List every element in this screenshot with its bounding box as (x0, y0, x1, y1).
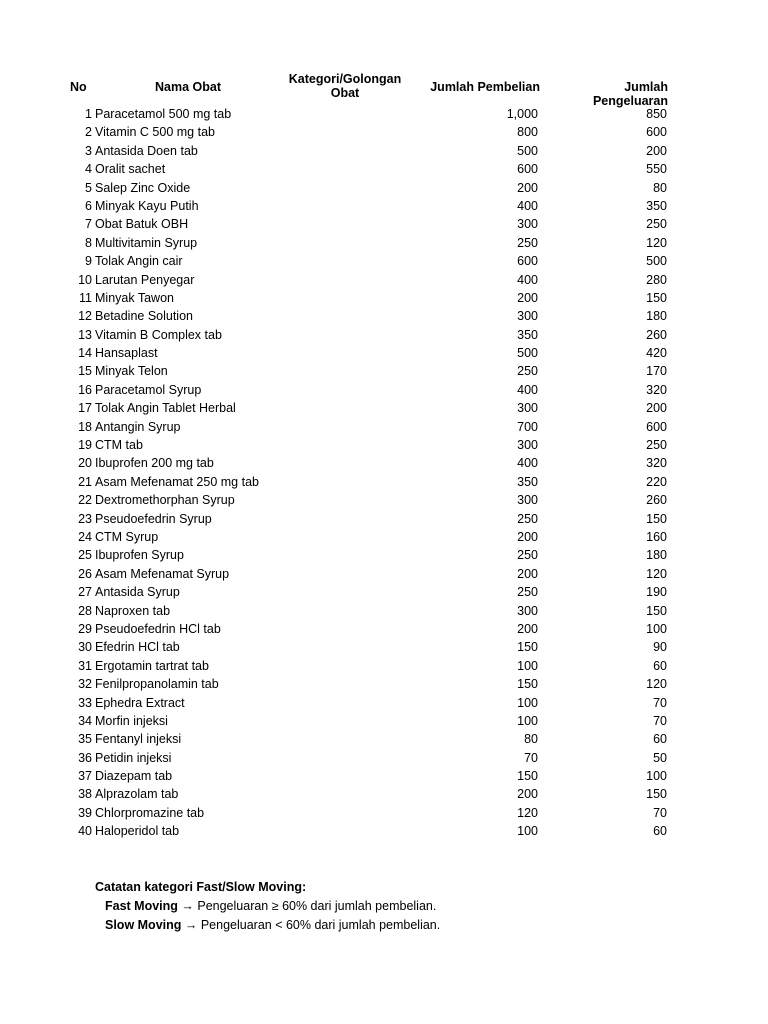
table-row (0, 307, 768, 325)
cell-no: 2 (85, 125, 92, 140)
cell-jumlah-pembelian: 300 (517, 401, 538, 416)
cell-jumlah-pembelian: 250 (517, 585, 538, 600)
header-no: No (70, 80, 87, 94)
cell-jumlah-pembelian: 250 (517, 511, 538, 526)
cell-nama-obat: Antangin Syrup (95, 419, 181, 434)
cell-jumlah-pengeluaran: 200 (646, 401, 667, 416)
table-row (0, 804, 768, 822)
cell-nama-obat: Vitamin B Complex tab (95, 327, 222, 342)
fast-moving-label: Fast Moving (105, 899, 178, 913)
cell-jumlah-pengeluaran: 850 (646, 107, 667, 121)
table-body (0, 105, 768, 841)
cell-jumlah-pengeluaran: 120 (646, 566, 667, 581)
cell-nama-obat: Asam Mefenamat 250 mg tab (95, 474, 259, 489)
cell-nama-obat: Antasida Syrup (95, 585, 180, 600)
cell-jumlah-pembelian: 300 (517, 603, 538, 618)
table-row (0, 565, 768, 583)
cell-no: 1 (85, 107, 92, 121)
cell-jumlah-pengeluaran: 150 (646, 290, 667, 305)
cell-nama-obat: Alprazolam tab (95, 787, 179, 802)
cell-jumlah-pengeluaran: 100 (646, 769, 667, 784)
notes-slow-moving (95, 916, 440, 935)
cell-jumlah-pembelian: 350 (517, 327, 538, 342)
cell-jumlah-pengeluaran: 600 (646, 419, 667, 434)
cell-no: 14 (78, 346, 92, 361)
table-row (0, 510, 768, 528)
cell-jumlah-pembelian: 150 (517, 769, 538, 784)
cell-no: 34 (78, 713, 92, 728)
cell-nama-obat: Vitamin C 500 mg tab (95, 125, 215, 140)
table-row (0, 491, 768, 509)
cell-jumlah-pembelian: 250 (517, 548, 538, 563)
cell-jumlah-pengeluaran: 350 (646, 198, 667, 213)
cell-no: 20 (78, 456, 92, 471)
cell-jumlah-pembelian: 100 (517, 824, 538, 839)
cell-nama-obat: Pseudoefedrin HCl tab (95, 621, 221, 636)
cell-jumlah-pengeluaran: 150 (646, 787, 667, 802)
cell-jumlah-pembelian: 300 (517, 493, 538, 508)
table-row (0, 326, 768, 344)
cell-jumlah-pengeluaran: 70 (653, 713, 667, 728)
cell-nama-obat: Paracetamol 500 mg tab (95, 107, 232, 121)
cell-nama-obat: Oralit sachet (95, 162, 166, 177)
cell-jumlah-pembelian: 200 (517, 290, 538, 305)
cell-jumlah-pengeluaran: 280 (646, 272, 667, 287)
cell-jumlah-pembelian: 200 (517, 180, 538, 195)
cell-jumlah-pengeluaran: 50 (653, 750, 667, 765)
cell-jumlah-pengeluaran: 150 (646, 511, 667, 526)
cell-jumlah-pengeluaran: 70 (653, 695, 667, 710)
table-row (0, 546, 768, 564)
cell-jumlah-pembelian: 200 (517, 621, 538, 636)
cell-no: 33 (78, 695, 92, 710)
cell-nama-obat: Ibuprofen Syrup (95, 548, 184, 563)
cell-jumlah-pembelian: 150 (517, 640, 538, 655)
cell-no: 25 (78, 548, 92, 563)
cell-jumlah-pembelian: 100 (517, 713, 538, 728)
table-row (0, 252, 768, 270)
cell-no: 36 (78, 750, 92, 765)
cell-jumlah-pengeluaran: 70 (653, 805, 667, 820)
table-row (0, 767, 768, 785)
cell-jumlah-pembelian: 200 (517, 566, 538, 581)
cell-jumlah-pengeluaran: 120 (646, 235, 667, 250)
notes-fast-moving (95, 897, 440, 916)
table-row (0, 399, 768, 417)
cell-no: 35 (78, 732, 92, 747)
cell-nama-obat: Salep Zinc Oxide (95, 180, 191, 195)
table-row (0, 822, 768, 840)
table-row (0, 123, 768, 141)
cell-no: 13 (78, 327, 92, 342)
cell-no: 16 (78, 382, 92, 397)
cell-jumlah-pengeluaran: 180 (646, 548, 667, 563)
cell-jumlah-pengeluaran: 220 (646, 474, 667, 489)
cell-jumlah-pembelian: 600 (517, 162, 538, 177)
notes-title: Catatan kategori Fast/Slow Moving: (95, 880, 307, 894)
cell-jumlah-pembelian: 250 (517, 235, 538, 250)
table-row (0, 638, 768, 656)
header-kategori-line1: Kategori/Golongan (288, 72, 402, 86)
cell-jumlah-pembelian: 300 (517, 438, 538, 453)
cell-nama-obat: Minyak Telon (95, 364, 168, 379)
cell-jumlah-pembelian: 350 (517, 474, 538, 489)
cell-jumlah-pembelian: 120 (517, 805, 538, 820)
cell-no: 21 (78, 474, 92, 489)
table-row (0, 730, 768, 748)
cell-jumlah-pembelian: 400 (517, 382, 538, 397)
cell-no: 7 (85, 217, 92, 232)
cell-jumlah-pembelian: 200 (517, 787, 538, 802)
cell-no: 28 (78, 603, 92, 618)
cell-nama-obat: Ephedra Extract (95, 695, 185, 710)
cell-nama-obat: Obat Batuk OBH (95, 217, 189, 232)
cell-jumlah-pembelian: 80 (524, 732, 538, 747)
cell-jumlah-pengeluaran: 250 (646, 438, 667, 453)
cell-jumlah-pengeluaran: 420 (646, 346, 667, 361)
table-row (0, 528, 768, 546)
cell-no: 19 (78, 438, 92, 453)
cell-no: 8 (85, 235, 92, 250)
cell-no: 17 (78, 401, 92, 416)
cell-nama-obat: Ibuprofen 200 mg tab (95, 456, 214, 471)
table-row (0, 344, 768, 362)
cell-nama-obat: Fenilpropanolamin tab (95, 677, 219, 692)
table-row (0, 454, 768, 472)
cell-no: 37 (78, 769, 92, 784)
table-row (0, 234, 768, 252)
cell-jumlah-pengeluaran: 260 (646, 493, 667, 508)
table-row (0, 583, 768, 601)
cell-jumlah-pembelian: 700 (517, 419, 538, 434)
cell-nama-obat: CTM tab (95, 438, 143, 453)
cell-jumlah-pembelian: 200 (517, 529, 538, 544)
cell-nama-obat: Minyak Tawon (95, 290, 174, 305)
cell-no: 26 (78, 566, 92, 581)
cell-jumlah-pembelian: 70 (524, 750, 538, 765)
cell-no: 39 (78, 805, 92, 820)
header-kategori-line2: Obat (330, 86, 360, 100)
cell-jumlah-pengeluaran: 100 (646, 621, 667, 636)
table-row (0, 105, 768, 123)
table-row (0, 271, 768, 289)
cell-jumlah-pembelian: 500 (517, 143, 538, 158)
table-row (0, 785, 768, 803)
cell-jumlah-pembelian: 100 (517, 658, 538, 673)
table-row (0, 620, 768, 638)
header-jumlah-pembelian: Jumlah Pembelian (430, 80, 540, 94)
cell-no: 3 (85, 143, 92, 158)
cell-jumlah-pengeluaran: 150 (646, 603, 667, 618)
cell-jumlah-pengeluaran: 120 (646, 677, 667, 692)
table-header (0, 72, 768, 108)
cell-nama-obat: Minyak Kayu Putih (95, 198, 199, 213)
cell-jumlah-pengeluaran: 170 (646, 364, 667, 379)
cell-nama-obat: Petidin injeksi (95, 750, 172, 765)
table-row (0, 657, 768, 675)
cell-nama-obat: Hansaplast (95, 346, 158, 361)
cell-no: 22 (78, 493, 92, 508)
cell-jumlah-pembelian: 400 (517, 456, 538, 471)
table-row (0, 675, 768, 693)
table-row (0, 749, 768, 767)
cell-nama-obat: Dextromethorphan Syrup (95, 493, 235, 508)
cell-jumlah-pengeluaran: 60 (653, 824, 667, 839)
cell-jumlah-pengeluaran: 260 (646, 327, 667, 342)
cell-jumlah-pembelian: 400 (517, 198, 538, 213)
cell-no: 27 (78, 585, 92, 600)
cell-nama-obat: Fentanyl injeksi (95, 732, 182, 747)
cell-jumlah-pembelian: 250 (517, 364, 538, 379)
cell-no: 15 (78, 364, 92, 379)
cell-no: 18 (78, 419, 92, 434)
cell-jumlah-pembelian: 150 (517, 677, 538, 692)
cell-jumlah-pengeluaran: 90 (653, 640, 667, 655)
cell-no: 10 (78, 272, 92, 287)
cell-no: 12 (78, 309, 92, 324)
cell-nama-obat: Asam Mefenamat Syrup (95, 566, 230, 581)
cell-jumlah-pembelian: 600 (517, 254, 538, 269)
cell-jumlah-pengeluaran: 160 (646, 529, 667, 544)
notes-section (95, 878, 440, 935)
table-row (0, 142, 768, 160)
cell-jumlah-pengeluaran: 550 (646, 162, 667, 177)
cell-nama-obat: Haloperidol tab (95, 824, 180, 839)
table-row (0, 473, 768, 491)
cell-no: 6 (85, 198, 92, 213)
cell-jumlah-pembelian: 300 (517, 309, 538, 324)
cell-jumlah-pembelian: 300 (517, 217, 538, 232)
cell-jumlah-pengeluaran: 320 (646, 382, 667, 397)
cell-no: 11 (79, 290, 92, 305)
cell-no: 5 (85, 180, 92, 195)
cell-nama-obat: Betadine Solution (95, 309, 193, 324)
cell-jumlah-pembelian: 1,000 (506, 107, 538, 121)
table-row (0, 694, 768, 712)
cell-jumlah-pengeluaran: 320 (646, 456, 667, 471)
cell-jumlah-pengeluaran: 80 (653, 180, 667, 195)
slow-moving-text: → Pengeluaran < 60% dari jumlah pembelian. (181, 918, 441, 932)
header-kategori (280, 72, 410, 100)
cell-no: 24 (78, 529, 92, 544)
cell-nama-obat: CTM Syrup (95, 529, 159, 544)
cell-jumlah-pengeluaran: 60 (653, 732, 667, 747)
table-row (0, 712, 768, 730)
cell-nama-obat: Efedrin HCl tab (95, 640, 180, 655)
cell-no: 9 (85, 254, 92, 269)
cell-nama-obat: Diazepam tab (95, 769, 173, 784)
table-row (0, 418, 768, 436)
cell-nama-obat: Naproxen tab (95, 603, 171, 618)
cell-no: 31 (78, 658, 92, 673)
cell-no: 32 (78, 677, 92, 692)
header-nama-obat: Nama Obat (155, 80, 221, 94)
cell-no: 29 (78, 621, 92, 636)
cell-nama-obat: Tolak Angin cair (95, 254, 183, 269)
cell-nama-obat: Antasida Doen tab (95, 143, 198, 158)
fast-moving-text: → Pengeluaran ≥ 60% dari jumlah pembelian. (177, 899, 437, 913)
cell-nama-obat: Tolak Angin Tablet Herbal (95, 401, 236, 416)
cell-jumlah-pembelian: 400 (517, 272, 538, 287)
cell-jumlah-pembelian: 100 (517, 695, 538, 710)
cell-nama-obat: Chlorpromazine tab (95, 805, 205, 820)
cell-no: 40 (78, 824, 92, 839)
table-row (0, 381, 768, 399)
cell-jumlah-pengeluaran: 250 (646, 217, 667, 232)
cell-no: 30 (78, 640, 92, 655)
cell-jumlah-pembelian: 500 (517, 346, 538, 361)
slow-moving-label: Slow Moving (105, 918, 182, 932)
cell-nama-obat: Ergotamin tartrat tab (95, 658, 209, 673)
table-row (0, 160, 768, 178)
table-row (0, 436, 768, 454)
cell-jumlah-pengeluaran: 190 (646, 585, 667, 600)
table-row (0, 215, 768, 233)
cell-nama-obat: Larutan Penyegar (95, 272, 195, 287)
cell-nama-obat: Paracetamol Syrup (95, 382, 202, 397)
cell-jumlah-pengeluaran: 60 (653, 658, 667, 673)
cell-nama-obat: Morfin injeksi (95, 713, 168, 728)
header-jumlah-pengeluaran: Jumlah Pengeluaran (592, 80, 668, 108)
cell-jumlah-pembelian: 800 (517, 125, 538, 140)
table-row (0, 179, 768, 197)
cell-nama-obat: Multivitamin Syrup (95, 235, 198, 250)
table-row (0, 362, 768, 380)
cell-no: 4 (85, 162, 92, 177)
cell-jumlah-pengeluaran: 200 (646, 143, 667, 158)
cell-nama-obat: Pseudoefedrin Syrup (95, 511, 212, 526)
cell-no: 23 (78, 511, 92, 526)
table-row (0, 197, 768, 215)
cell-no: 38 (78, 787, 92, 802)
cell-jumlah-pengeluaran: 600 (646, 125, 667, 140)
table-row (0, 289, 768, 307)
cell-jumlah-pengeluaran: 180 (646, 309, 667, 324)
cell-jumlah-pengeluaran: 500 (646, 254, 667, 269)
table-row (0, 602, 768, 620)
